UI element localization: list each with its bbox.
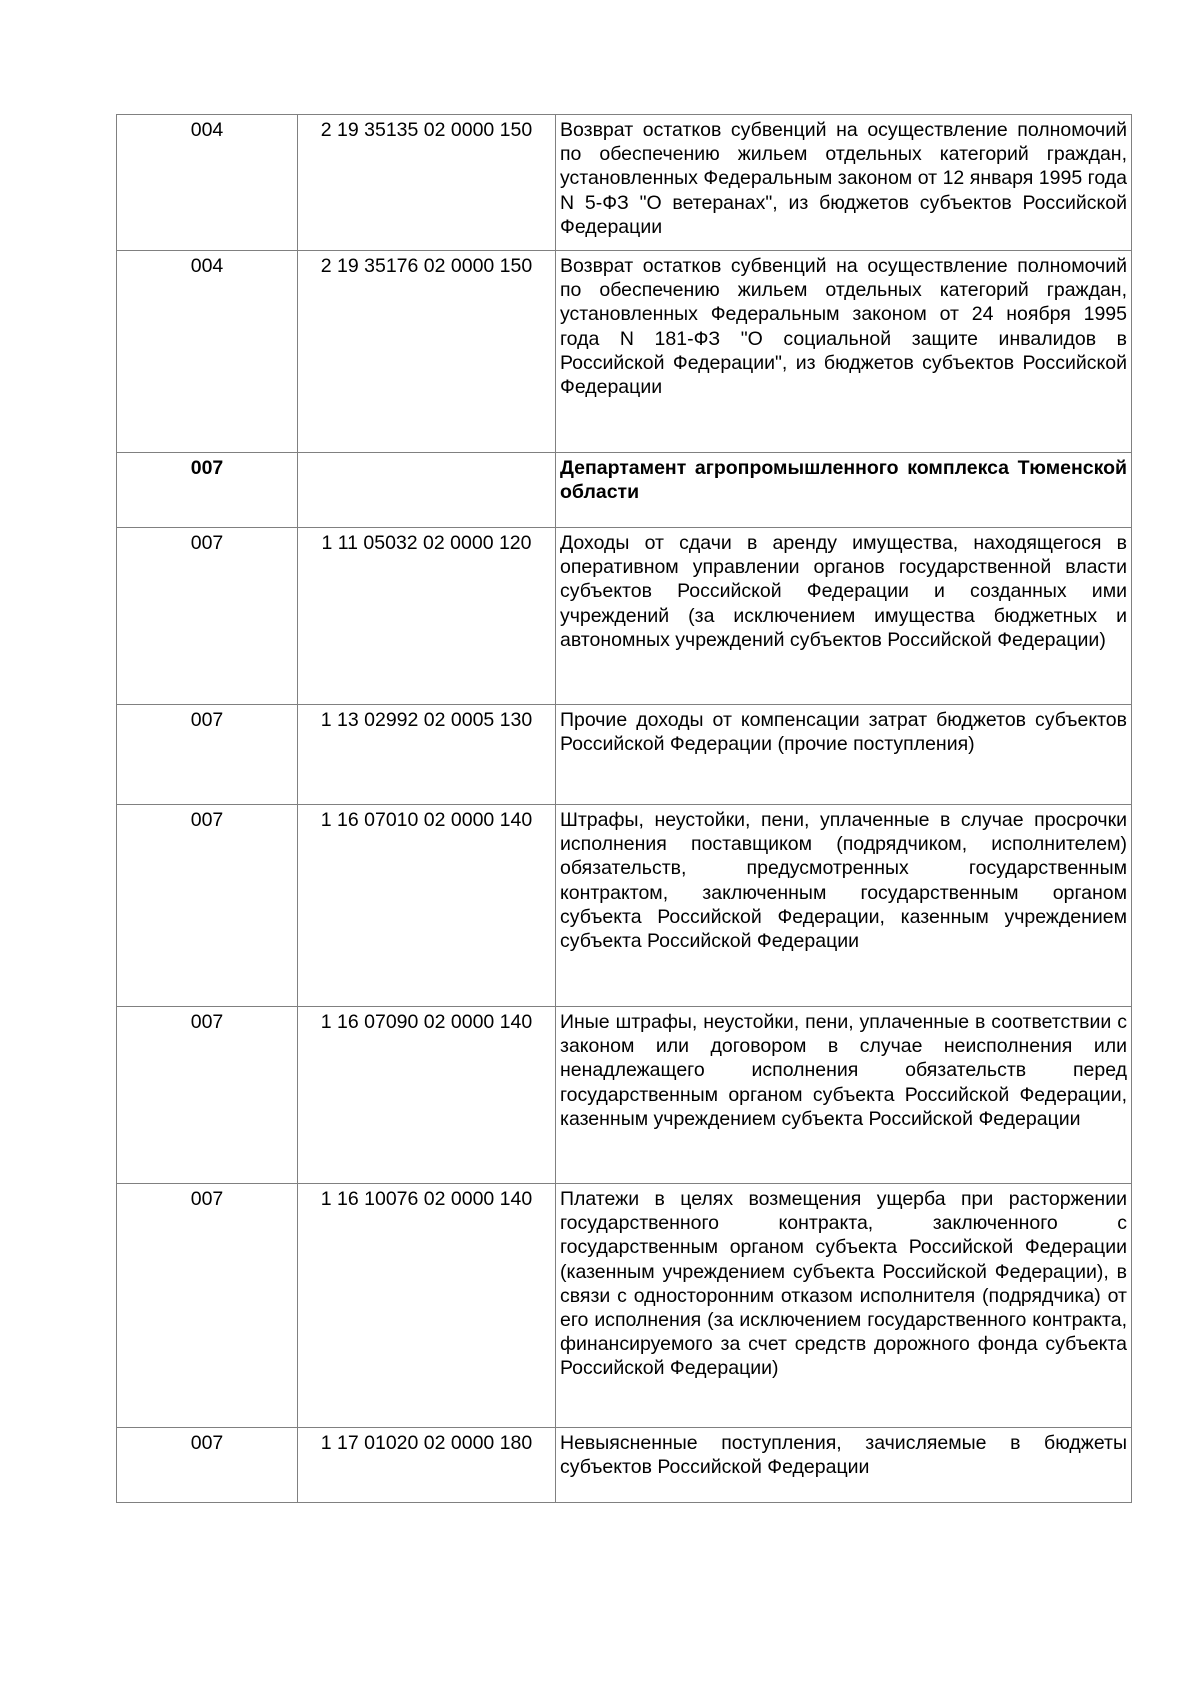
kbk-code-cell: 1 16 07010 02 0000 140	[298, 805, 556, 1007]
admin-code-cell: 007	[117, 1428, 298, 1503]
revenue-classification-table	[116, 114, 1132, 1503]
description-cell: Платежи в целях возмещения ущерба при расторжении государственного контракта, заключенного с государственным органом субъекта Российской Федерации (казенным учреждением субъекта Российской Федерации), в связи с односторонним отказом исполнителя (подрядчика) от его исполнения (за исключением государственного контракта, финансируемого за счет средств дорожного фонда субъекта Российской Федерации)	[556, 1184, 1132, 1428]
table-row	[117, 251, 1132, 453]
table-row	[117, 705, 1132, 805]
description-cell: Штрафы, неустойки, пени, уплаченные в случае просрочки исполнения поставщиком (подрядчиком, исполнителем) обязательств, предусмотренных государственным контрактом, заключенным государственным органом субъекта Российской Федерации, казенным учреждением субъекта Российской Федерации	[556, 805, 1132, 1007]
admin-code-cell: 007	[117, 1184, 298, 1428]
description-cell: Прочие доходы от компенсации затрат бюджетов субъектов Российской Федерации (прочие поступления)	[556, 705, 1132, 805]
admin-code-cell: 007	[117, 1007, 298, 1184]
kbk-code-cell: 1 17 01020 02 0000 180	[298, 1428, 556, 1503]
kbk-code-cell	[298, 453, 556, 528]
description-cell: Иные штрафы, неустойки, пени, уплаченные в соответствии с законом или договором в случае неисполнения или ненадлежащего исполнения обязательств перед государственным органом субъекта Российской Федерации, казенным учреждением субъекта Российской Федерации	[556, 1007, 1132, 1184]
kbk-code-cell: 2 19 35176 02 0000 150	[298, 251, 556, 453]
description-cell: Возврат остатков субвенций на осуществление полномочий по обеспечению жильем отдельных категорий граждан, установленных Федеральным законом от 24 ноября 1995 года N 181-ФЗ "О социальной защите инвалидов в Российской Федерации", из бюджетов субъектов Российской Федерации	[556, 251, 1132, 453]
table-row-department-header	[117, 453, 1132, 528]
table-row	[117, 805, 1132, 1007]
kbk-code-cell: 1 16 10076 02 0000 140	[298, 1184, 556, 1428]
document-page	[116, 114, 1131, 1503]
kbk-code-cell: 1 13 02992 02 0005 130	[298, 705, 556, 805]
admin-code-cell: 007	[117, 805, 298, 1007]
table-row	[117, 1184, 1132, 1428]
description-cell: Возврат остатков субвенций на осуществление полномочий по обеспечению жильем отдельных категорий граждан, установленных Федеральным законом от 12 января 1995 года N 5-ФЗ "О ветеранах", из бюджетов субъектов Российской Федерации	[556, 115, 1132, 251]
table-row	[117, 115, 1132, 251]
kbk-code-cell: 1 16 07090 02 0000 140	[298, 1007, 556, 1184]
admin-code-cell: 007	[117, 528, 298, 705]
department-name-cell: Департамент агропромышленного комплекса Тюменской области	[556, 453, 1132, 528]
admin-code-cell: 007	[117, 453, 298, 528]
table-row	[117, 528, 1132, 705]
admin-code-cell: 004	[117, 251, 298, 453]
admin-code-cell: 007	[117, 705, 298, 805]
table-row	[117, 1007, 1132, 1184]
description-cell: Доходы от сдачи в аренду имущества, находящегося в оперативном управлении органов государственной власти субъектов Российской Федерации и созданных ими учреждений (за исключением имущества бюджетных и автономных учреждений субъектов Российской Федерации)	[556, 528, 1132, 705]
description-cell: Невыясненные поступления, зачисляемые в бюджеты субъектов Российской Федерации	[556, 1428, 1132, 1503]
kbk-code-cell: 2 19 35135 02 0000 150	[298, 115, 556, 251]
admin-code-cell: 004	[117, 115, 298, 251]
kbk-code-cell: 1 11 05032 02 0000 120	[298, 528, 556, 705]
table-row	[117, 1428, 1132, 1503]
